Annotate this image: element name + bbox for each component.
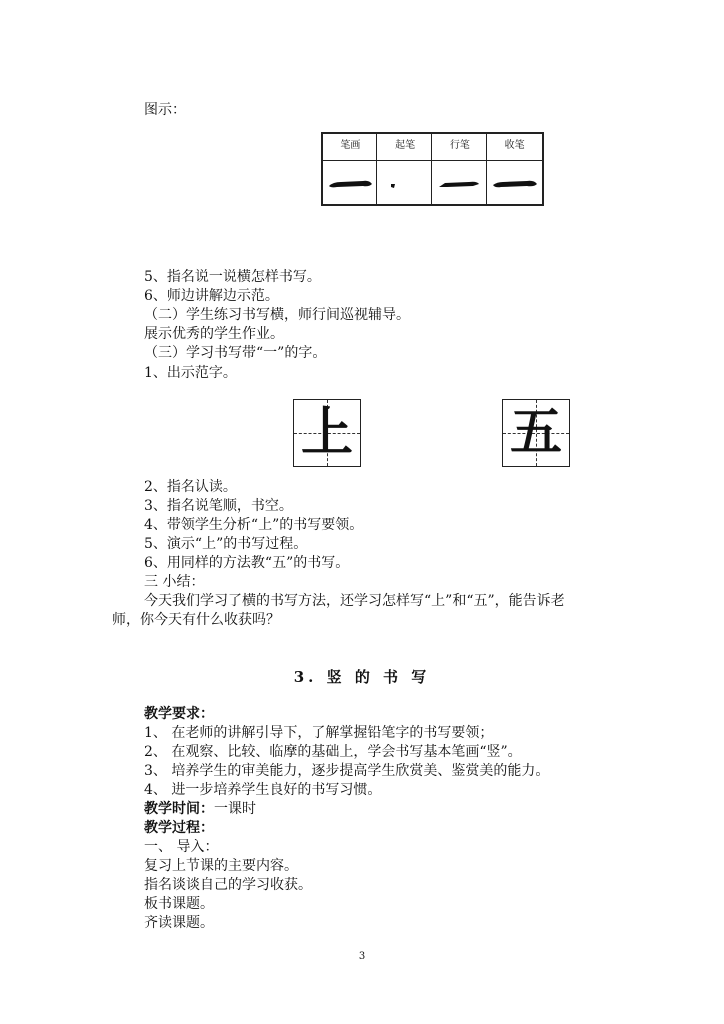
step-line: 5、演示“上”的书写过程。 [144,536,308,552]
step-line: 6、师边讲解边示范。 [144,288,279,304]
page-number: 3 [358,951,366,962]
process-label: 教学过程： [144,820,214,836]
time-label: 教学时间： [144,801,214,817]
process-item: 指名谈谈自己的学习收获。 [144,877,312,893]
figure-label: 图示： [144,102,186,118]
process-item: 板书课题。 [144,896,214,912]
step-line: （三）学习书写带“一”的字。 [144,345,327,361]
step-line: 展示优秀的学生作业。 [144,326,284,342]
sample-char-grid-shang [293,399,361,467]
process-item: 一、 导入： [144,839,219,855]
requirement-item: 2、 在观察、比较、临摩的基础上，学会书写基本笔画“竖”。 [144,744,522,760]
summary-text: 今天我们学习了横的书写方法，还学习怎样写“上”和“五”，能告诉老 [144,593,565,609]
full-stroke-cell [323,160,378,204]
step-line: （二）学生练习书写横，师行间巡视辅导。 [144,307,410,323]
lesson-title: 3. 竖 的 书 写 [293,668,431,686]
requirement-item: 4、 进一步培养学生良好的书写习惯。 [144,782,382,798]
process-item: 复习上节课的主要内容。 [144,858,298,874]
header-start: 起笔 [395,140,416,151]
requirement-item: 3、 培养学生的审美能力，逐步提高学生欣赏美、鉴赏美的能力。 [144,763,550,779]
middle-stroke-cell [433,160,488,204]
stroke-end-icon [487,160,541,206]
step-line: 5、指名说一说横怎样书写。 [144,269,321,285]
summary-heading: 三 小结： [144,574,205,590]
sample-char: 上 [300,402,353,463]
header-stroke: 笔画 [340,140,361,151]
start-stroke-cell [378,160,433,204]
requirement-item: 1、 在老师的讲解引导下，了解掌握铅笔字的书写要领； [144,725,494,741]
time-row [144,800,256,818]
stroke-start-icon [378,160,432,206]
step-line: 1、出示范字。 [144,365,237,381]
summary-text: 师，你今天有什么收获吗？ [112,612,280,628]
header-middle: 行笔 [449,140,470,151]
end-stroke-cell [487,160,542,204]
step-line: 3、指名说笔顺，书空。 [144,498,293,514]
requirements-label: 教学要求： [144,706,214,722]
stroke-middle-icon [433,160,487,206]
horizontal-stroke-icon [323,160,377,206]
step-line: 2、指名认读。 [144,479,237,495]
sample-char-grid-wu [502,399,570,467]
process-item: 齐读课题。 [144,915,214,931]
time-value: 一课时 [214,801,256,817]
step-line: 4、带领学生分析“上”的书写要领。 [144,517,364,533]
sample-char: 五 [509,402,562,463]
step-line: 6、用同样的方法教“五”的书写。 [144,555,350,571]
header-end: 收笔 [504,140,525,151]
stroke-diagram-table [321,132,544,206]
